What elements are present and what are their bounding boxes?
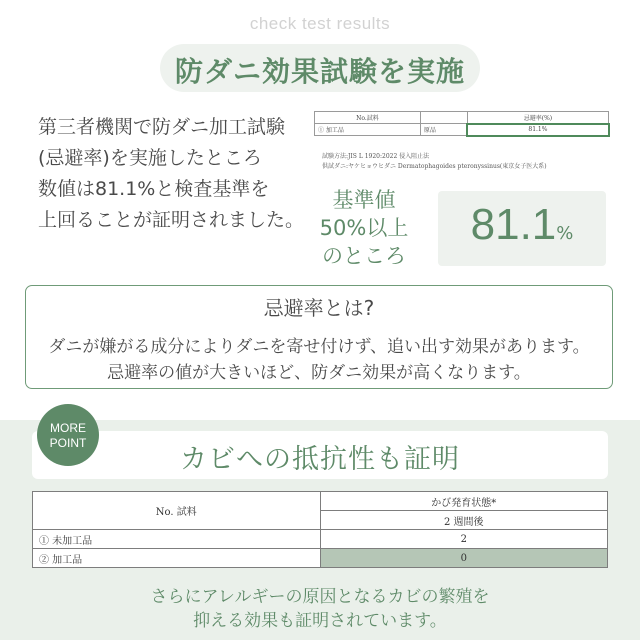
badge-line: POINT (49, 436, 87, 450)
intro-line: (忌避率)を実施したところ (38, 147, 262, 169)
table-row (315, 112, 609, 124)
table-cell: ② 加工品 (33, 549, 321, 568)
footer-line: 抑える効果も証明されています。 (193, 611, 447, 631)
page-title: 防ダニ効果試験を実施 (174, 55, 465, 88)
intro-text (38, 112, 308, 236)
test-note: 供試ダニ:ヤケヒョウヒダニ Dermatophagoides pteronyssinus(東京女子医大系) (322, 163, 547, 170)
section-subtitle: カビへの抵抗性も証明 (180, 444, 460, 475)
badge-line: MORE (50, 421, 86, 435)
test-note: 試験方法:JIS L 1920:2022 侵入阻止法 (322, 153, 430, 160)
info-line: 忌避率の値が大きいほど、防ダニ効果が高くなります。 (107, 363, 531, 383)
info-heading: 忌避率とは? (263, 296, 375, 320)
section-eyebrow: check test results (249, 14, 391, 33)
footer-line: さらにアレルギーの原因となるカビの繁殖を (150, 587, 490, 607)
table-cell: ① 加工品 (315, 124, 421, 136)
intro-line: 第三者機関で防ダニ加工試験 (38, 116, 286, 138)
table-cell: 原品 (420, 124, 467, 136)
mold-test-table (32, 491, 608, 568)
result-number: 81.1 (470, 200, 557, 249)
highlighted-table-cell: 0 (320, 549, 608, 568)
table-row (33, 549, 608, 568)
test-report-table (314, 111, 609, 136)
table-header-cell: No. 試料 (33, 492, 321, 530)
standard-line: 50%以上 (319, 216, 409, 240)
intro-line: 数値は81.1%と検査基準を (38, 178, 270, 200)
result-value (438, 200, 606, 250)
table-row (315, 124, 609, 136)
table-header-cell (420, 112, 467, 124)
repellency-value-cell: 81.1% (467, 124, 608, 136)
standard-line: のところ (322, 244, 406, 268)
result-unit: % (556, 223, 574, 244)
table-header-cell: かび発育状態* (320, 492, 608, 511)
table-row (33, 530, 608, 549)
test-method-notes (322, 152, 612, 172)
table-header-cell: 2 週間後 (320, 511, 608, 530)
standard-label (300, 186, 428, 270)
table-header-cell: 忌避率(%) (467, 112, 608, 124)
table-cell: 2 (320, 530, 608, 549)
intro-line: 上回ることが証明されました。 (38, 209, 305, 231)
more-point-badge (37, 404, 99, 466)
table-header-cell: No.試料 (315, 112, 421, 124)
standard-line: 基準値 (332, 188, 396, 212)
table-cell: ① 未加工品 (33, 530, 321, 549)
info-line: ダニが嫌がる成分によりダニを寄せ付けず、追い出す効果があります。 (48, 337, 590, 357)
table-row (33, 492, 608, 511)
